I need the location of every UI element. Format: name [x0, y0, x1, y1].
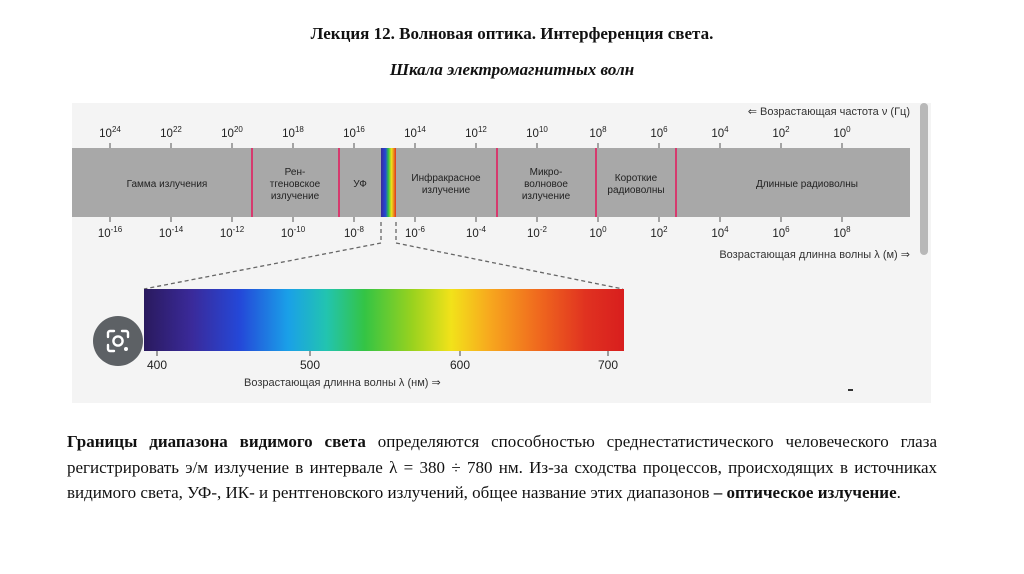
- em-spectrum-figure: [72, 103, 931, 403]
- body-text: определяются способностью среднестатистического человеческого глаза регистрировать э/м излучение в интервале λ = 380 ÷ 780 нм. Из-за сходства процессов, происходящих в источниках видимого света, УФ-, ИК- и рентгеновского излучений, общее название этих диапазонов: [67, 432, 937, 502]
- visible-tick-label: 600: [449, 358, 471, 372]
- frequency-tick-label-base: 10: [465, 128, 478, 140]
- frequency-tick-label-base: 10: [711, 128, 725, 140]
- wavelength-tick-label-exponent: -4: [478, 225, 486, 234]
- wavelength-tick-label: [711, 225, 729, 240]
- visible-spectrum-bar: [144, 289, 624, 351]
- wavelength-tick-label-base: 10: [711, 228, 725, 240]
- frequency-tick-label-exponent: 4: [724, 125, 729, 134]
- band-label: излучение: [421, 185, 471, 196]
- wavelength-axis-caption: Возрастающая длинна волны λ (м) ⇒: [719, 249, 910, 261]
- frequency-tick-label-base: 10: [160, 128, 173, 140]
- frequency-tick-label-exponent: 24: [111, 125, 121, 134]
- band-label: Гамма излучения: [126, 179, 208, 190]
- band-label: Длинные радиоволны: [756, 179, 858, 190]
- wavelength-tick-label: [833, 225, 851, 240]
- wavelength-tick-label-base: 10: [772, 228, 786, 240]
- bold-term: оптическое излучение: [726, 483, 897, 502]
- bold-lead: Границы диапазона видимого света: [67, 432, 366, 451]
- slide-subtitle: Шкала электромагнитных волн: [389, 60, 635, 79]
- frequency-tick-label-exponent: 6: [663, 125, 668, 134]
- wavelength-tick-label-exponent: -2: [539, 225, 547, 234]
- lens-button[interactable]: [93, 316, 143, 366]
- zoom-line: [396, 243, 623, 289]
- frequency-tick-label: [99, 125, 121, 140]
- frequency-tick-label: [465, 125, 487, 140]
- frequency-tick-label: [833, 125, 851, 140]
- frequency-tick-label-base: 10: [772, 128, 786, 140]
- dash: –: [713, 483, 723, 502]
- period: .: [896, 483, 901, 502]
- scrollbar[interactable]: [920, 103, 928, 255]
- em-spectrum-diagram: [72, 103, 931, 403]
- frequency-tick-label-exponent: 0: [846, 125, 851, 134]
- visible-tick-label: 500: [299, 358, 321, 372]
- band-label: излучение: [521, 191, 571, 202]
- band-label: излучение: [270, 191, 320, 202]
- frequency-tick-label-exponent: 16: [355, 125, 365, 134]
- frequency-tick-label-exponent: 2: [785, 125, 790, 134]
- wavelength-tick-label-base: 10: [405, 228, 418, 240]
- visible-axis-caption: Возрастающая длинна волны λ (нм) ⇒: [244, 377, 441, 389]
- wavelength-tick-label-base: 10: [97, 228, 111, 240]
- band-label: волновое: [524, 179, 568, 190]
- wavelength-tick-label-base: 10: [219, 228, 233, 240]
- wavelength-tick-label-exponent: 8: [846, 225, 851, 234]
- frequency-tick-label-exponent: 18: [294, 125, 304, 134]
- frequency-tick-label: [343, 125, 365, 140]
- band-label: Микро-: [529, 167, 563, 178]
- wavelength-tick-label-exponent: -14: [171, 225, 184, 234]
- wavelength-tick-label-exponent: -12: [232, 225, 245, 234]
- wavelength-tick-label-exponent: -10: [293, 225, 306, 234]
- lecture-title: Лекция 12. Волновая оптика. Интерференция света.: [310, 24, 714, 43]
- frequency-tick-label-exponent: 10: [538, 125, 548, 134]
- google-lens-icon: [105, 328, 131, 354]
- wavelength-tick-label: [220, 225, 245, 240]
- wavelength-tick-label-base: 10: [280, 228, 294, 240]
- frequency-tick-label-base: 10: [99, 128, 112, 140]
- band-label: тгеновское: [269, 179, 321, 190]
- wavelength-tick-label-base: 10: [344, 228, 357, 240]
- wavelength-tick-label: [772, 225, 790, 240]
- frequency-tick-label-base: 10: [650, 128, 664, 140]
- wavelength-tick-label-exponent: 0: [602, 225, 607, 234]
- frequency-tick-label-exponent: 8: [602, 125, 607, 134]
- wavelength-tick-label: [466, 225, 486, 240]
- band-label: УФ: [353, 179, 367, 190]
- frequency-tick-label-exponent: 22: [172, 125, 182, 134]
- wavelength-tick-label-exponent: 2: [663, 225, 668, 234]
- visible-strip: [381, 148, 396, 217]
- wavelength-tick-label-base: 10: [650, 228, 664, 240]
- zoom-line: [144, 243, 381, 289]
- body-paragraph: [67, 429, 937, 506]
- band-label: радиоволны: [607, 185, 665, 196]
- frequency-tick-label-base: 10: [404, 128, 417, 140]
- frequency-tick-label: [711, 125, 729, 140]
- frequency-tick-label-base: 10: [589, 128, 603, 140]
- visible-tick-label: 700: [597, 358, 619, 372]
- frequency-tick-label-exponent: 14: [416, 125, 426, 134]
- visible-tick-label: 400: [146, 358, 168, 372]
- frequency-tick-label-exponent: 12: [477, 125, 487, 134]
- frequency-tick-label-base: 10: [526, 128, 539, 140]
- band-label: Рен-: [284, 167, 306, 178]
- wavelength-tick-label-exponent: -16: [110, 225, 123, 234]
- frequency-tick-label: [526, 125, 548, 140]
- frequency-tick-label: [160, 125, 182, 140]
- band-label: Короткие: [614, 173, 658, 184]
- wavelength-tick-label: [98, 225, 123, 240]
- wavelength-tick-label: [527, 225, 547, 240]
- frequency-tick-label: [404, 125, 426, 140]
- wavelength-tick-label-exponent: -8: [356, 225, 364, 234]
- wavelength-tick-label-base: 10: [158, 228, 172, 240]
- frequency-tick-label-base: 10: [221, 128, 234, 140]
- frequency-axis-caption: ⇐ Возрастающая частота ν (Гц): [747, 106, 910, 118]
- wavelength-tick-label: [589, 225, 607, 240]
- wavelength-tick-label-base: 10: [833, 228, 847, 240]
- wavelength-tick-label: [650, 225, 668, 240]
- band-label: Инфракрасное: [411, 173, 481, 184]
- frequency-tick-label: [282, 125, 304, 140]
- wavelength-tick-label: [344, 225, 364, 240]
- wavelength-tick-label-exponent: -6: [417, 225, 425, 234]
- frequency-tick-label: [772, 125, 790, 140]
- frequency-tick-label: [221, 125, 243, 140]
- frequency-tick-label: [589, 125, 607, 140]
- frequency-tick-label: [650, 125, 668, 140]
- wavelength-tick-label-exponent: 4: [724, 225, 729, 234]
- wavelength-tick-label: [405, 225, 425, 240]
- wavelength-tick-label: [281, 225, 306, 240]
- wavelength-tick-label-base: 10: [589, 228, 603, 240]
- frequency-tick-label-base: 10: [833, 128, 847, 140]
- wavelength-tick-label-exponent: 6: [785, 225, 790, 234]
- wavelength-tick-label-base: 10: [527, 228, 540, 240]
- wavelength-tick-label: [159, 225, 184, 240]
- frequency-tick-label-exponent: 20: [233, 125, 243, 134]
- wavelength-tick-label-base: 10: [466, 228, 479, 240]
- frequency-tick-label-base: 10: [282, 128, 295, 140]
- frequency-tick-label-base: 10: [343, 128, 356, 140]
